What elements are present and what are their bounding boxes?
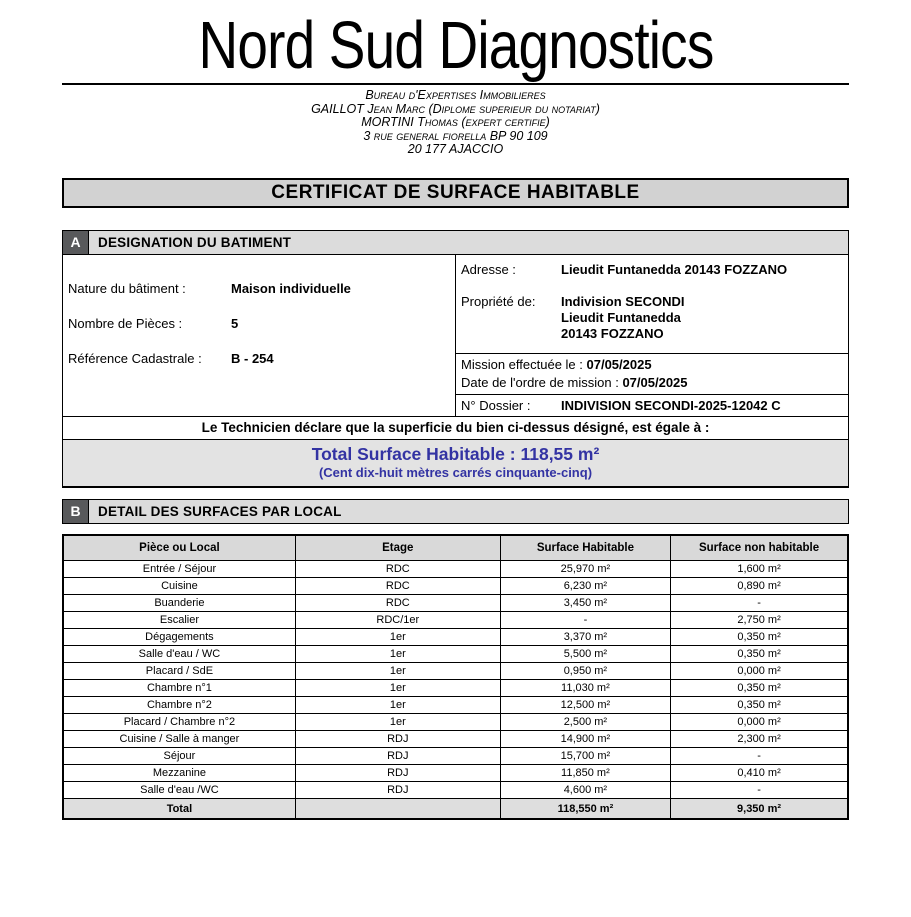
propriete-line: Indivision SECONDI xyxy=(561,293,685,309)
table-cell: - xyxy=(671,595,848,612)
table-cell: Salle d'eau /WC xyxy=(63,782,295,799)
address-ownership-block xyxy=(456,255,848,353)
dossier-label: N° Dossier : xyxy=(461,397,531,413)
table-row xyxy=(63,714,848,731)
table-row xyxy=(63,595,848,612)
table-cell: 1er xyxy=(295,629,500,646)
surface-table-body xyxy=(63,561,848,819)
subtitle-line: 20 177 AJACCIO xyxy=(407,142,504,157)
reference-cadastrale-label: Référence Cadastrale : xyxy=(68,350,202,366)
nombre-pieces-label: Nombre de Pièces : xyxy=(68,315,183,331)
subtitle-line: Bureau d'Expertises Immobilieres xyxy=(365,88,546,103)
nombre-pieces-row xyxy=(68,316,449,331)
table-row xyxy=(63,646,848,663)
designation-left-column xyxy=(63,255,456,416)
letterhead xyxy=(62,0,849,157)
table-cell: 0,000 m² xyxy=(671,663,848,680)
mission-dates-block xyxy=(456,353,848,394)
table-cell xyxy=(295,799,500,819)
table-row xyxy=(63,680,848,697)
dossier-value: INDIVISION SECONDI-2025-12042 C xyxy=(561,397,781,413)
ordre-mission-label: Date de l'ordre de mission : xyxy=(461,374,623,390)
table-row xyxy=(63,697,848,714)
table-cell: Escalier xyxy=(63,612,295,629)
mission-date-row xyxy=(461,356,844,374)
table-cell: 0,350 m² xyxy=(671,697,848,714)
section-a-title: DESIGNATION DU BATIMENT xyxy=(89,231,848,254)
table-cell: Chambre n°1 xyxy=(63,680,295,697)
nature-batiment-value: Maison individuelle xyxy=(231,280,351,296)
table-cell: 3,450 m² xyxy=(500,595,670,612)
column-header-piece: Pièce ou Local xyxy=(63,535,295,561)
propriete-line: 20143 FOZZANO xyxy=(561,325,664,341)
table-cell: 11,850 m² xyxy=(500,765,670,782)
table-row xyxy=(63,765,848,782)
total-surface-block xyxy=(62,440,849,488)
table-cell: 6,230 m² xyxy=(500,578,670,595)
propriete-line: Lieudit Funtanedda xyxy=(561,309,681,325)
table-cell: 12,500 m² xyxy=(500,697,670,714)
table-cell: RDC xyxy=(295,595,500,612)
adresse-label: Adresse : xyxy=(461,261,516,277)
table-cell: 11,030 m² xyxy=(500,680,670,697)
section-b-title: DETAIL DES SURFACES PAR LOCAL xyxy=(89,500,848,523)
surfaces-table xyxy=(62,534,849,820)
table-cell: 118,550 m² xyxy=(500,799,670,819)
company-name: Nord Sud Diagnostics xyxy=(198,8,713,83)
table-cell: Cuisine / Salle à manger xyxy=(63,731,295,748)
section-b-header xyxy=(62,499,849,524)
table-cell: 0,950 m² xyxy=(500,663,670,680)
table-cell: 2,300 m² xyxy=(671,731,848,748)
reference-cadastrale-value: B - 254 xyxy=(231,350,274,366)
table-cell: 0,890 m² xyxy=(671,578,848,595)
company-subtitle xyxy=(62,89,849,157)
table-row xyxy=(63,578,848,595)
table-cell: Total xyxy=(63,799,295,819)
nature-batiment-row xyxy=(68,281,449,296)
table-row xyxy=(63,629,848,646)
total-surface-words: (Cent dix-huit mètres carrés cinquante-cinq) xyxy=(318,464,593,480)
table-cell: 1er xyxy=(295,680,500,697)
table-cell: Entrée / Séjour xyxy=(63,561,295,578)
table-cell: Mezzanine xyxy=(63,765,295,782)
table-cell: 2,500 m² xyxy=(500,714,670,731)
table-cell: 15,700 m² xyxy=(500,748,670,765)
section-a-badge: A xyxy=(63,231,89,254)
table-cell: Salle d'eau / WC xyxy=(63,646,295,663)
table-cell: 0,350 m² xyxy=(671,646,848,663)
table-cell: 1er xyxy=(295,714,500,731)
ordre-mission-row xyxy=(461,374,844,392)
table-cell: Chambre n°2 xyxy=(63,697,295,714)
table-cell: 1er xyxy=(295,646,500,663)
mission-date-label: Mission effectuée le : xyxy=(461,356,587,372)
table-cell: RDJ xyxy=(295,748,500,765)
certificate-document xyxy=(62,0,849,820)
subtitle-line: MORTINI Thomas (expert certifie) xyxy=(361,115,550,130)
table-cell: 1,600 m² xyxy=(671,561,848,578)
table-cell: Buanderie xyxy=(63,595,295,612)
certificate-title-banner: CERTIFICAT DE SURFACE HABITABLE xyxy=(62,178,849,208)
table-cell: 1er xyxy=(295,697,500,714)
table-cell: RDJ xyxy=(295,782,500,799)
table-cell: 1er xyxy=(295,663,500,680)
table-cell: 0,350 m² xyxy=(671,629,848,646)
table-cell: - xyxy=(671,782,848,799)
adresse-row xyxy=(461,262,844,277)
column-header-etage: Etage xyxy=(295,535,500,561)
column-header-surface-non-habitable: Surface non habitable xyxy=(671,535,848,561)
table-cell: - xyxy=(500,612,670,629)
table-cell: RDJ xyxy=(295,731,500,748)
table-row xyxy=(63,612,848,629)
nombre-pieces-value: 5 xyxy=(231,315,239,331)
table-cell: Placard / Chambre n°2 xyxy=(63,714,295,731)
table-row xyxy=(63,731,848,748)
table-cell: RDJ xyxy=(295,765,500,782)
section-a-header xyxy=(62,230,849,255)
table-cell: 9,350 m² xyxy=(671,799,848,819)
total-surface-value: Total Surface Habitable : 118,55 m² xyxy=(311,443,600,464)
table-cell: 14,900 m² xyxy=(500,731,670,748)
table-cell: 2,750 m² xyxy=(671,612,848,629)
table-header-row xyxy=(63,535,848,561)
table-row xyxy=(63,748,848,765)
adresse-value: Lieudit Funtanedda 20143 FOZZANO xyxy=(561,261,788,277)
section-b-badge: B xyxy=(63,500,89,523)
table-cell: 25,970 m² xyxy=(500,561,670,578)
table-cell: 4,600 m² xyxy=(500,782,670,799)
building-designation-box xyxy=(62,255,849,417)
technician-declaration: Le Technicien déclare que la superficie du bien ci-dessus désigné, est égale à : xyxy=(62,417,849,440)
column-header-surface-habitable: Surface Habitable xyxy=(500,535,670,561)
title-divider xyxy=(62,83,849,85)
propriete-label: Propriété de: xyxy=(461,293,536,309)
table-cell: Cuisine xyxy=(63,578,295,595)
table-row xyxy=(63,663,848,680)
dossier-row xyxy=(456,394,848,416)
table-cell: RDC xyxy=(295,578,500,595)
mission-date-value: 07/05/2025 xyxy=(586,356,652,372)
subtitle-line: GAILLOT Jean Marc (Diplome superieur du notariat) xyxy=(311,101,600,116)
table-row xyxy=(63,782,848,799)
propriete-row xyxy=(461,294,844,342)
subtitle-line: 3 rue general fiorella BP 90 109 xyxy=(363,128,548,143)
designation-right-column xyxy=(456,255,848,416)
table-row xyxy=(63,561,848,578)
reference-cadastrale-row xyxy=(68,351,449,366)
table-cell: 0,000 m² xyxy=(671,714,848,731)
table-cell: 0,410 m² xyxy=(671,765,848,782)
table-cell: 5,500 m² xyxy=(500,646,670,663)
table-cell: RDC/1er xyxy=(295,612,500,629)
table-cell: 3,370 m² xyxy=(500,629,670,646)
nature-batiment-label: Nature du bâtiment : xyxy=(68,280,186,296)
table-cell: 0,350 m² xyxy=(671,680,848,697)
table-cell: Dégagements xyxy=(63,629,295,646)
table-cell: RDC xyxy=(295,561,500,578)
table-total-row xyxy=(63,799,848,819)
table-cell: Séjour xyxy=(63,748,295,765)
table-cell: Placard / SdE xyxy=(63,663,295,680)
table-cell: - xyxy=(671,748,848,765)
propriete-value xyxy=(561,294,685,342)
ordre-mission-value: 07/05/2025 xyxy=(622,374,688,390)
